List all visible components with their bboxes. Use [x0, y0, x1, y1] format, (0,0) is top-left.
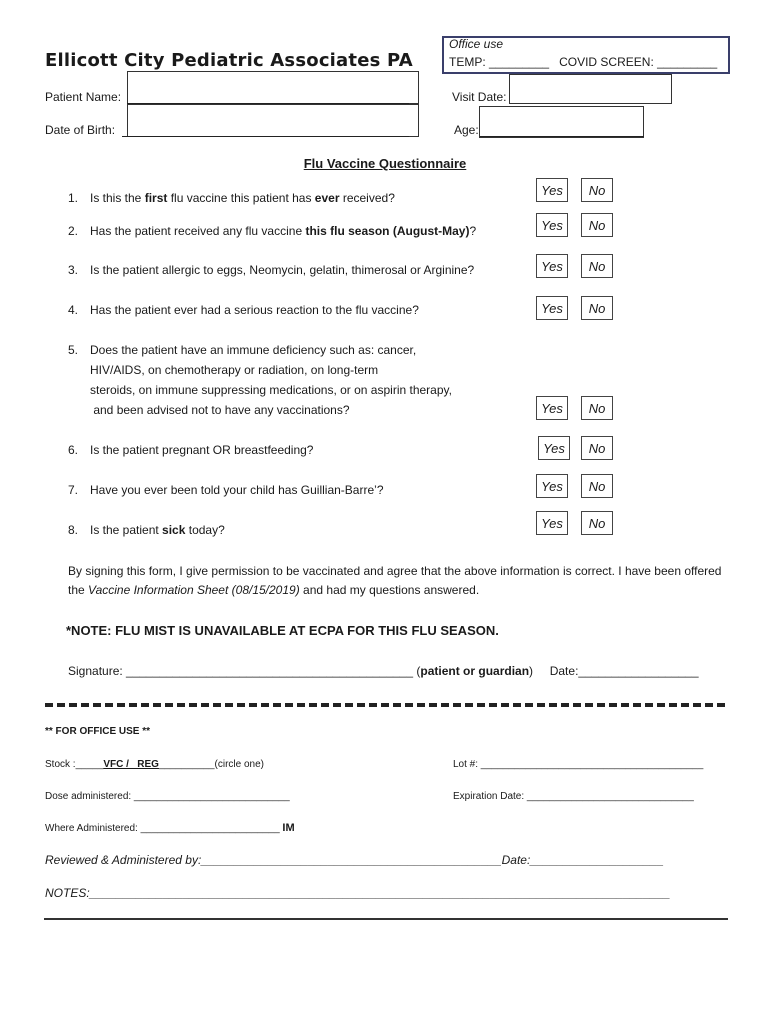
question-4: 4. Has the patient ever had a serious reaction to the flu vaccine? — [68, 303, 419, 317]
patient-name-label: Patient Name: — [45, 90, 122, 104]
q2-no-box[interactable]: No — [581, 213, 613, 237]
q6-no-box[interactable]: No — [581, 436, 613, 460]
stock-options[interactable]: VFC / REG — [103, 759, 159, 770]
temp-field-label: TEMP: _________ — [449, 55, 550, 69]
age-label: Age: — [454, 123, 479, 137]
office-use-label: Office use — [449, 37, 504, 51]
question-1: 1. Is this the first flu vaccine this patient has ever received? — [68, 191, 395, 205]
lot-number-field[interactable]: Lot #: ________________________________________ — [453, 759, 704, 770]
q7-no-box[interactable]: No — [581, 474, 613, 498]
q1-no-box[interactable]: No — [581, 178, 613, 202]
q1-yes-box[interactable]: Yes — [536, 178, 568, 202]
reviewed-administered-field[interactable]: Reviewed & Administered by:_____________________________________________Date:____________________ — [45, 853, 664, 867]
question-6: 6. Is the patient pregnant OR breastfeeding? — [68, 443, 314, 457]
reviewed-date-field[interactable]: Date:____________________ — [501, 853, 664, 867]
q5-no-box[interactable]: No — [581, 396, 613, 420]
question-7: 7. Have you ever been told your child has Guillian-Barre’? — [68, 483, 384, 497]
date-of-birth-underline — [122, 136, 409, 137]
question-8: 8. Is the patient sick today? — [68, 523, 225, 537]
q3-no-box[interactable]: No — [581, 254, 613, 278]
cut-divider — [45, 703, 725, 707]
q7-yes-box[interactable]: Yes — [536, 474, 568, 498]
office-use-heading: ** FOR OFFICE USE ** — [45, 726, 151, 737]
q4-yes-box[interactable]: Yes — [536, 296, 568, 320]
age-field[interactable] — [479, 106, 644, 138]
question-3: 3. Is the patient allergic to eggs, Neomycin, gelatin, thimerosal or Arginine? — [68, 263, 475, 277]
consent-paragraph: By signing this form, I give permission to be vaccinated and agree that the above information is correct. I have been offered the Vaccine Information Sheet (08/15/2019) and had my questions answered. — [68, 564, 722, 597]
patient-name-field[interactable] — [127, 71, 419, 104]
visit-date-label: Visit Date: — [452, 90, 507, 104]
q8-no-box[interactable]: No — [581, 511, 613, 535]
clinic-title: Ellicott City Pediatric Associates PA — [45, 50, 413, 71]
covid-screen-field-label: COVID SCREEN: _________ — [559, 55, 718, 69]
q3-yes-box[interactable]: Yes — [536, 254, 568, 278]
q5-yes-box[interactable]: Yes — [536, 396, 568, 420]
q2-yes-box[interactable]: Yes — [536, 213, 568, 237]
expiration-date-field[interactable]: Expiration Date: ______________________________ — [453, 791, 694, 802]
office-use-fields — [449, 55, 717, 69]
age-underline — [480, 136, 644, 137]
date-of-birth-label: Date of Birth: — [45, 123, 116, 137]
flu-mist-note: *NOTE: FLU MIST IS UNAVAILABLE AT ECPA FOR THIS FLU SEASON. — [66, 623, 499, 638]
questionnaire-title: Flu Vaccine Questionnaire — [303, 156, 467, 171]
bottom-rule — [44, 918, 728, 920]
signature-line[interactable]: Signature: ___________________________________________ (patient or guardian) Date:__________________ — [68, 664, 699, 678]
stock-field[interactable]: Stock :_____VFC / REG__________(circle one) — [45, 759, 265, 770]
vaccine-information-sheet-ref: Vaccine Information Sheet (08/15/2019) — [88, 583, 300, 597]
signature-date[interactable]: Date:__________________ — [549, 664, 699, 678]
dose-administered-field[interactable]: Dose administered: ____________________________ — [45, 791, 290, 802]
question-5: 5. Does the patient have an immune deficiency such as: cancer, HIV/AIDS, on chemotherapy or radiation, on long-term steroids, on immune suppressing medications, or on aspirin therapy, and been advised not to have any vaccinations? — [68, 343, 452, 417]
q6-yes-box[interactable]: Yes — [538, 436, 570, 460]
q8-yes-box[interactable]: Yes — [536, 511, 568, 535]
where-administered-field[interactable]: Where Administered: _________________________ IM — [45, 822, 295, 834]
notes-field[interactable]: NOTES:_______________________________________________________________________________________ — [45, 886, 671, 900]
q4-no-box[interactable]: No — [581, 296, 613, 320]
question-2: 2. Has the patient received any flu vaccine this flu season (August-May)? — [68, 224, 477, 238]
visit-date-field[interactable] — [509, 74, 672, 104]
date-of-birth-field[interactable] — [127, 104, 419, 137]
